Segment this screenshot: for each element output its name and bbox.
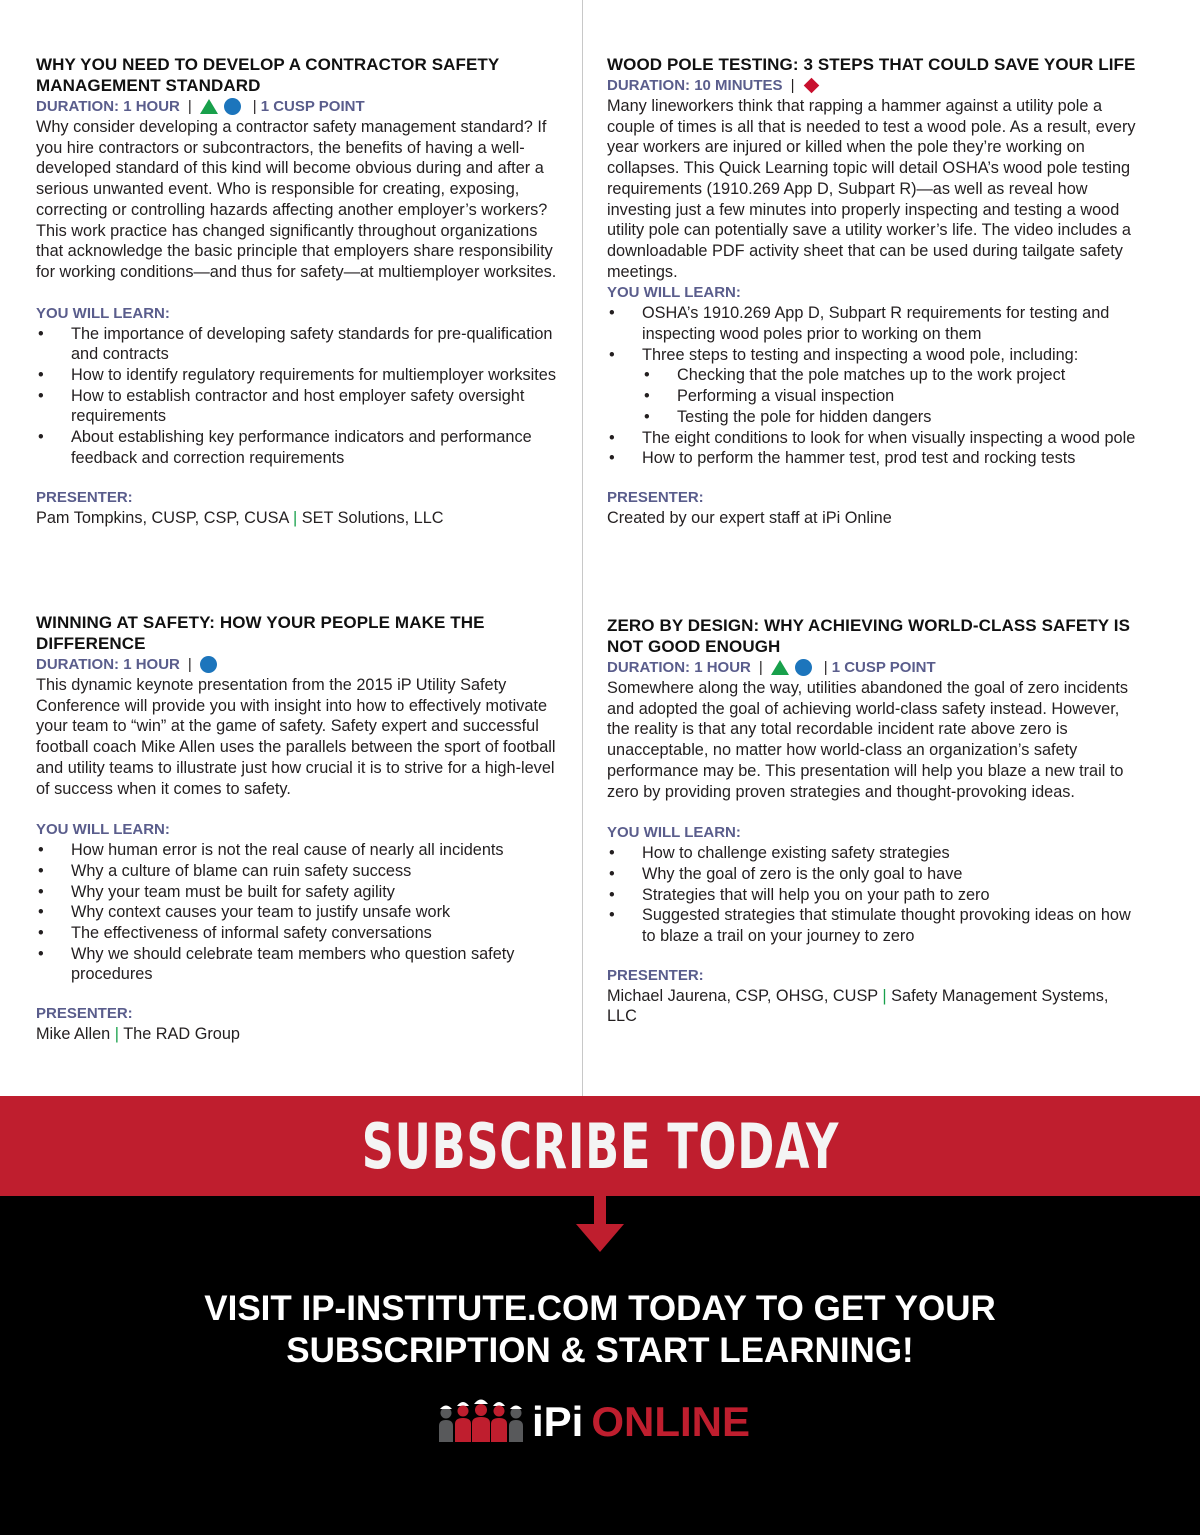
learn-heading: YOU WILL LEARN: [607,284,741,302]
list-item: • Why we should celebrate team members who question safety procedures [36,944,566,985]
presenter-heading: PRESENTER: [607,488,704,506]
course-winning-at-safety [36,612,566,1045]
list-item: • How human error is not the real cause of nearly all incidents [36,840,566,861]
logo-ipi-text: iPi [532,1398,584,1445]
list-item: • The importance of developing safety standards for pre-qualification and contracts [36,324,566,365]
meta-separator: | [790,77,795,94]
list-item: • How to establish contractor and host employer safety oversight requirements [36,386,566,427]
learn-list [36,324,566,469]
list-item: • The effectiveness of informal safety conversations [36,923,566,944]
list-item: • How to perform the hammer test, prod test and rocking tests [607,448,1137,469]
course-meta [36,654,566,675]
list-item: • Why the goal of zero is the only goal to have [607,864,1137,885]
list-item-text: Three steps to testing and inspecting a wood pole, including: [642,345,1079,364]
cusp-points: 1 CUSP POINT [831,659,936,676]
presenter-name: Created by our expert staff at iPi Online [607,508,892,527]
presenter-heading: PRESENTER: [36,488,133,506]
presenter-separator: | [114,1025,119,1044]
list-item: • Why context causes your team to justify unsafe work [36,902,566,923]
learn-list [36,840,566,985]
list-item: • Strategies that will help you on your path to zero [607,885,1137,906]
cusp-points: 1 CUSP POINT [260,98,365,115]
course-description: This dynamic keynote presentation from the 2015 iP Utility Safety Conference will provide you with insight into how to effectively motivate your team to “win” at the game of safety. Safety expert and successful football coach Mike Allen uses the parallels between the sport of football and utility teams to illustrate just how crucial it is to strive for a high-level of success when it comes to safety. [36,676,556,798]
logo-online-text: ONLINE [591,1398,751,1445]
green-triangle-icon [200,99,218,114]
subscribe-heading: SUBSCRIBE TODAY [361,1109,839,1183]
list-item: • How to identify regulatory requirements for multiemployer worksites [36,365,566,386]
column-divider [582,0,583,1096]
meta-separator: | [187,656,192,673]
course-title: WHY YOU NEED TO DEVELOP A CONTRACTOR SAFETY MANAGEMENT STANDARD [36,55,500,95]
presenter-org: The RAD Group [123,1025,240,1044]
presenter [607,508,1137,529]
list-item: • Testing the pole for hidden dangers [642,407,1137,428]
cta-line-1: VISIT IP-INSTITUTE.COM TODAY TO GET YOUR [204,1289,996,1328]
course-meta [607,75,1137,96]
list-item [607,345,1137,428]
presenter-heading: PRESENTER: [607,966,704,984]
presenter [607,986,1137,1027]
down-arrow-icon [594,1196,606,1224]
course-wood-pole-testing [607,54,1137,529]
learn-list [607,303,1137,469]
duration: DURATION: 10 MINUTES [607,77,783,94]
duration: DURATION: 1 HOUR [36,656,180,673]
course-title: ZERO BY DESIGN: WHY ACHIEVING WORLD-CLASS SAFETY IS NOT GOOD ENOUGH [607,616,1131,656]
blue-circle-icon [224,98,241,115]
course-meta [607,657,1137,678]
course-contractor-safety [36,54,566,528]
course-description: Somewhere along the way, utilities abandoned the goal of zero incidents and adopted the goal of achieving world-class safety instead. However, the reality is that any total recordable incident rate above zero is unacceptable, no matter how world-class an organization’s safety performance may be. This presentation will help you blaze a new trail to zero by providing proven strategies and thought-provoking ideas. [607,679,1129,801]
learn-heading: YOU WILL LEARN: [607,824,741,842]
subscribe-banner[interactable] [0,1096,1200,1196]
presenter-heading: PRESENTER: [36,1005,133,1023]
meta-separator: | [252,98,257,115]
course-meta [36,96,566,117]
course-description: Why consider developing a contractor safety management standard? If you hire contractors or subcontractors, the benefits of having a well-developed standard of this kind will become obvious during and after a serious unwanted event. Who is responsible for creating, exposing, correcting or controlling hazards affecting another employer’s workers? This work practice has changed significantly throughout organizations that acknowledge the basic principle that employers share responsibility for working conditions—and thus for safety—at multiemployer worksites. [36,118,557,281]
presenter-name: Michael Jaurena, CSP, OHSG, CUSP [607,986,878,1005]
duration: DURATION: 1 HOUR [36,98,180,115]
list-item: • Why a culture of blame can ruin safety success [36,861,566,882]
presenter-name: Pam Tompkins, CUSP, CSP, CUSA [36,508,289,527]
red-diamond-icon [804,78,820,94]
green-triangle-icon [771,660,789,675]
list-item: • Suggested strategies that stimulate thought provoking ideas on how to blaze a trail on your journey to zero [607,905,1137,946]
meta-separator: | [823,659,828,676]
presenter-org: Safety Management Systems, LLC [607,986,1109,1026]
presenter [36,1024,566,1045]
blue-circle-icon [795,659,812,676]
list-item: • The eight conditions to look for when visually inspecting a wood pole [607,428,1137,449]
blue-circle-icon [200,656,217,673]
learn-heading: YOU WILL LEARN: [36,821,170,839]
course-title: WINNING AT SAFETY: HOW YOUR PEOPLE MAKE THE DIFFERENCE [36,613,485,653]
list-item: • Why your team must be built for safety agility [36,882,566,903]
learn-heading: YOU WILL LEARN: [36,304,170,322]
cta-line-2: SUBSCRIPTION & START LEARNING! [286,1331,914,1370]
footer-cta [0,1196,1200,1535]
presenter-separator: | [293,508,298,527]
nested-list [642,365,1137,427]
learn-list [607,843,1137,947]
course-zero-by-design [607,615,1137,1027]
workers-logo-icon [436,1396,528,1442]
presenter [36,508,566,529]
ipi-online-logo [436,1394,751,1445]
meta-separator: | [758,659,763,676]
duration: DURATION: 1 HOUR [607,659,751,676]
meta-separator: | [187,98,192,115]
course-description: Many lineworkers think that rapping a hammer against a utility pole a couple of times is all that is needed to test a wood pole. As a result, every year workers are injured or killed when the pole they’re working on collapses. This Quick Learning topic will detail OSHA’s wood pole testing requirements (1910.269 App D, Subpart R)—as well as reveal how investing just a few minutes into properly inspecting and testing a wood utility pole can potentially save a utility worker’s life. The video includes a downloadable PDF activity sheet that can be used during tailgate safety meetings. [607,97,1136,281]
presenter-org: SET Solutions, LLC [301,508,444,527]
course-title: WOOD POLE TESTING: 3 STEPS THAT COULD SAVE YOUR LIFE [607,55,1136,74]
down-arrow-icon-head [576,1224,624,1252]
presenter-name: Mike Allen [36,1025,111,1044]
list-item: • About establishing key performance indicators and performance feedback and correction requirements [36,427,566,468]
presenter-separator: | [882,986,887,1005]
list-item: • How to challenge existing safety strategies [607,843,1137,864]
list-item: • Performing a visual inspection [642,386,1137,407]
list-item: • OSHA’s 1910.269 App D, Subpart R requirements for testing and inspecting wood poles prior to working on them [607,303,1137,344]
list-item: • Checking that the pole matches up to the work project [642,365,1137,386]
cta-text[interactable] [0,1288,1200,1372]
